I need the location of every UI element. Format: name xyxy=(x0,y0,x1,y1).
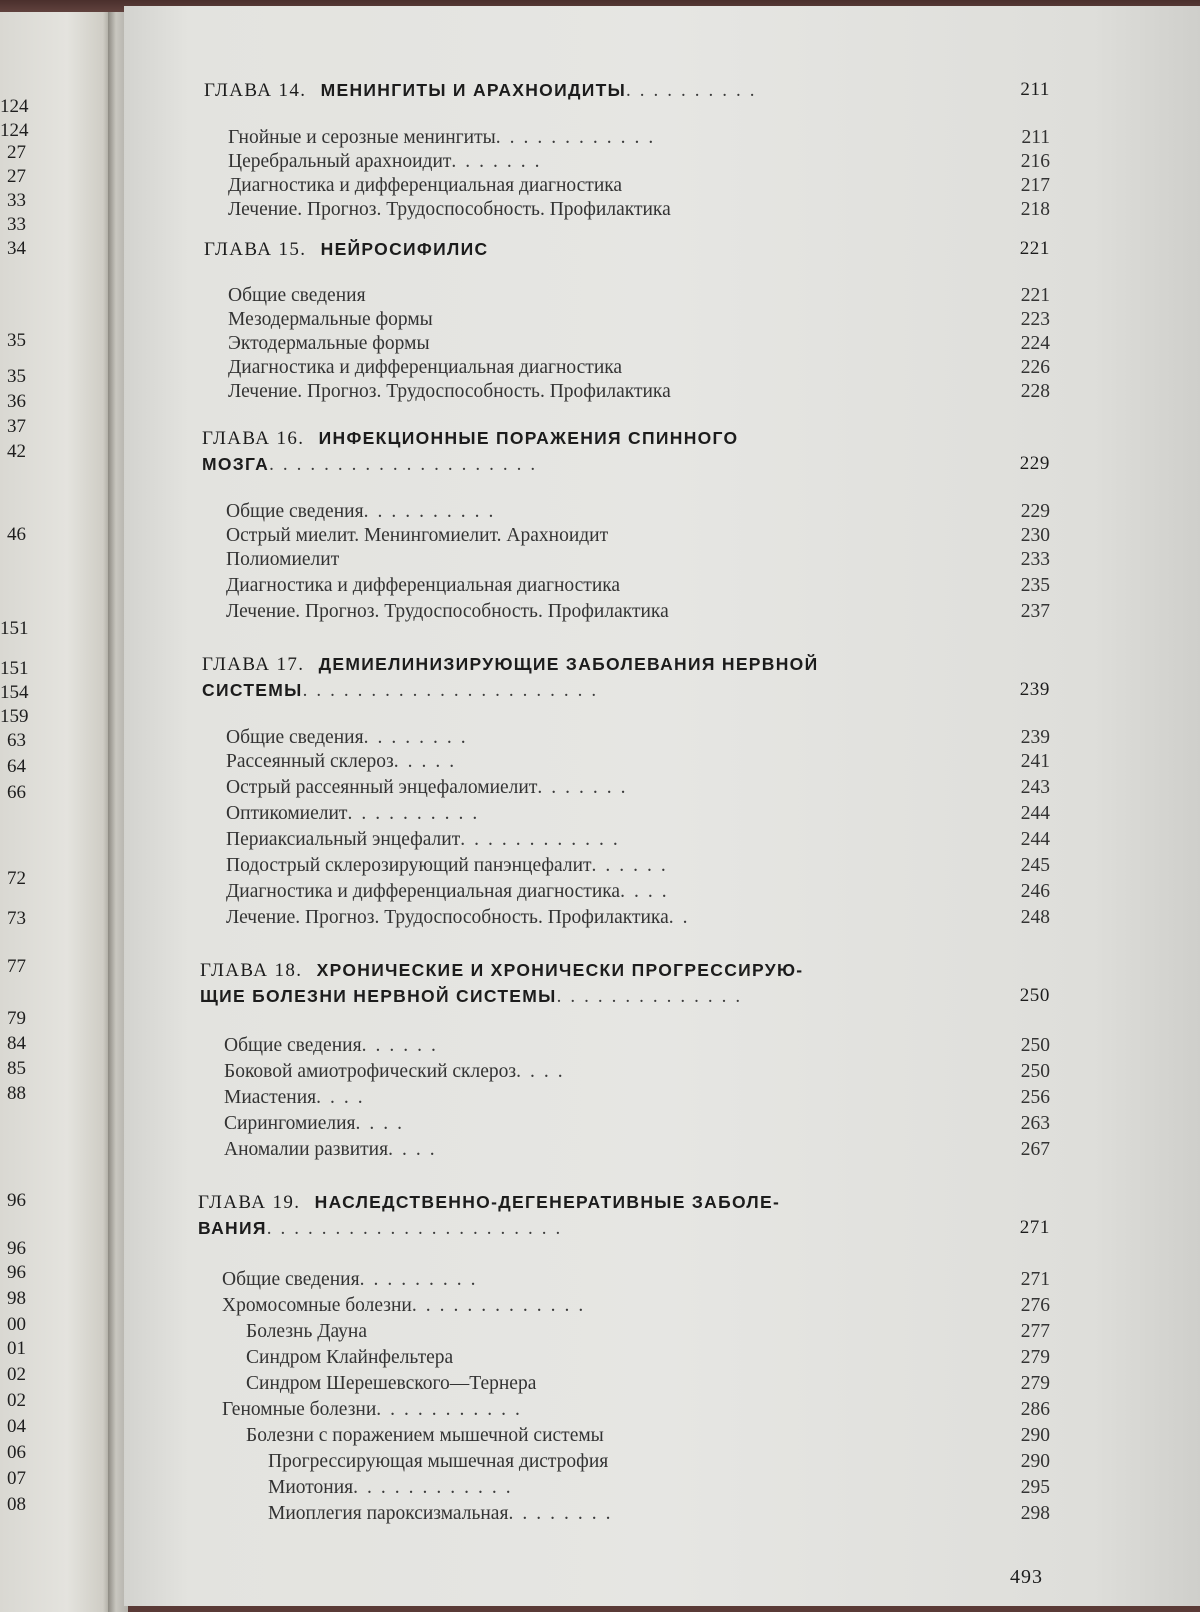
toc-entry-title: Сирингомиелия xyxy=(224,1113,356,1134)
toc-page-number: 250 xyxy=(1020,1035,1050,1056)
chapter-title: ХРОНИЧЕСКИЕ И ХРОНИЧЕСКИ ПРОГРЕССИРУЮ- xyxy=(310,960,804,980)
left-page-number: 01 xyxy=(7,1338,26,1359)
left-page-number: 35 xyxy=(7,330,26,351)
leader-dots: .... xyxy=(516,1061,572,1082)
chapter-title: МЕНИНГИТЫ И АРАХНОИДИТЫ xyxy=(314,80,627,100)
toc-entry xyxy=(226,776,1060,800)
left-page-number: 72 xyxy=(7,868,26,889)
left-page-number: 02 xyxy=(7,1364,26,1385)
chapter-heading xyxy=(202,652,1060,676)
toc-entry-title: Диагностика и дифференциальная диагностика xyxy=(228,357,623,378)
toc-entry-title: Полиомиелит xyxy=(226,549,340,570)
toc-page-number: 295 xyxy=(1020,1477,1050,1498)
toc-page-number: 271 xyxy=(1019,1217,1050,1238)
chapter-heading xyxy=(200,958,1060,982)
toc-page-number: 277 xyxy=(1020,1321,1050,1342)
toc-entry xyxy=(226,500,1060,524)
chapter-title-continued: СИСТЕМЫ xyxy=(202,680,303,700)
toc-entry xyxy=(226,726,1060,750)
toc-entry xyxy=(226,854,1060,878)
toc-entry-title: Болезни с поражением мышечной системы xyxy=(246,1425,604,1446)
toc-page-number: 221 xyxy=(1020,285,1050,306)
chapter-title-continued: ВАНИЯ xyxy=(198,1218,267,1238)
toc-page-number: 250 xyxy=(1019,985,1050,1006)
toc-page-number: 248 xyxy=(1020,907,1050,928)
left-page-number: 159 xyxy=(0,706,29,727)
toc-entry xyxy=(228,284,1060,308)
toc-entry xyxy=(224,1112,1060,1136)
toc-entry-title: Хромосомные болезни xyxy=(222,1295,412,1316)
chapter-label: ГЛАВА 19. xyxy=(198,1192,301,1213)
toc-entry xyxy=(246,1372,1060,1396)
left-page-number: 35 xyxy=(7,366,26,387)
toc-page-number: 276 xyxy=(1020,1295,1050,1316)
toc-entry-title: Аномалии развития xyxy=(224,1139,389,1160)
toc-page-number: 256 xyxy=(1020,1087,1050,1108)
left-page-number: 88 xyxy=(7,1083,26,1104)
toc-entry-title: Лечение. Прогноз. Трудоспособность. Профилактика xyxy=(228,199,671,220)
toc-entry xyxy=(224,1060,1060,1084)
chapter-heading-continued xyxy=(198,1216,1060,1240)
left-page-number: 77 xyxy=(7,956,26,977)
leader-dots: .......... xyxy=(347,803,487,824)
toc-entry xyxy=(268,1450,1060,1474)
leader-dots: .. xyxy=(668,907,697,928)
leader-dots: .... xyxy=(355,1113,412,1134)
toc-entry-title: Геномные болезни xyxy=(222,1399,377,1420)
chapter-label: ГЛАВА 16. xyxy=(202,428,305,449)
toc-entry xyxy=(228,150,1060,174)
leader-dots: ........ xyxy=(508,1503,620,1524)
leader-dots: ..... xyxy=(393,751,464,772)
left-page-number: 33 xyxy=(7,190,26,211)
toc-page-number: 239 xyxy=(1020,727,1050,748)
chapter-title-continued: МОЗГА xyxy=(202,454,270,474)
leader-dots: .... xyxy=(388,1139,444,1160)
toc-page-number: 263 xyxy=(1020,1113,1050,1134)
toc-page-number: 279 xyxy=(1020,1373,1050,1394)
chapter-title-continued: ЩИЕ БОЛЕЗНИ НЕРВНОЙ СИСТЕМЫ xyxy=(200,986,557,1006)
toc-page-number: 245 xyxy=(1020,855,1050,876)
left-page-number: 33 xyxy=(7,214,26,235)
toc-entry-title: Общие сведения xyxy=(222,1269,360,1290)
chapter-label: ГЛАВА 18. xyxy=(200,960,303,981)
toc-entry-title: Миотония xyxy=(268,1477,354,1498)
left-page-number: 96 xyxy=(7,1190,26,1211)
chapter-heading xyxy=(198,1190,1060,1214)
toc-entry xyxy=(224,1034,1060,1058)
toc-entry-title: Периаксиальный энцефалит xyxy=(226,829,461,850)
toc-entry-title: Подострый склерозирующий панэнцефалит xyxy=(226,855,592,876)
leader-dots: .... xyxy=(620,881,676,902)
leader-dots: ............ xyxy=(495,127,663,148)
toc-entry xyxy=(226,750,1060,774)
toc-entry xyxy=(226,600,1060,624)
toc-entry xyxy=(222,1398,1060,1422)
chapter-label: ГЛАВА 17. xyxy=(202,654,305,675)
toc-entry-title: Диагностика и дифференциальная диагностика xyxy=(226,881,621,902)
toc-entry xyxy=(228,174,1060,198)
toc-entry xyxy=(226,828,1060,852)
left-page-number: 124 xyxy=(0,96,29,117)
toc-page-number: 226 xyxy=(1020,357,1050,378)
left-page-number: 96 xyxy=(7,1238,26,1259)
left-page-number: 27 xyxy=(7,166,26,187)
left-page-number: 34 xyxy=(7,238,26,259)
chapter-title: НЕЙРОСИФИЛИС xyxy=(314,239,489,259)
chapter-title: НАСЛЕДСТВЕННО-ДЕГЕНЕРАТИВНЫЕ ЗАБОЛЕ- xyxy=(308,1192,781,1212)
toc-entry xyxy=(226,802,1060,826)
leader-dots: ........... xyxy=(376,1399,529,1420)
left-page-number: 02 xyxy=(7,1390,26,1411)
toc-entry-title: Оптикомиелит xyxy=(226,803,348,824)
left-page-number: 63 xyxy=(7,730,26,751)
left-page-number: 151 xyxy=(0,618,29,639)
toc-entry xyxy=(228,356,1060,380)
left-page-number: 79 xyxy=(7,1008,26,1029)
toc-page-number: 233 xyxy=(1020,549,1050,570)
toc-entry xyxy=(268,1502,1060,1526)
toc-entry-title: Общие сведения xyxy=(224,1035,362,1056)
chapter-heading xyxy=(204,78,1060,102)
leader-dots: .......... xyxy=(363,501,503,522)
toc-entry xyxy=(222,1294,1060,1318)
chapter-heading xyxy=(202,426,1060,450)
toc-page-number: 229 xyxy=(1020,501,1050,522)
toc-page-number: 239 xyxy=(1019,679,1050,700)
toc-page-number: 271 xyxy=(1020,1269,1050,1290)
leader-dots: ............ xyxy=(353,1477,520,1498)
toc-entry-title: Рассеянный склероз xyxy=(226,751,394,772)
toc-entry xyxy=(246,1424,1060,1448)
left-page-number: 96 xyxy=(7,1262,26,1283)
left-page-number: 73 xyxy=(7,908,26,929)
leader-dots: ............. xyxy=(411,1295,593,1316)
toc-entry-title: Боковой амиотрофический склероз xyxy=(224,1061,517,1082)
toc-entry-title: Церебральный арахноидит xyxy=(228,151,452,172)
left-page-number: 64 xyxy=(7,756,26,777)
leader-dots: .............. xyxy=(556,986,750,1007)
leader-dots: .......... xyxy=(626,80,764,101)
toc-page-number: 216 xyxy=(1020,151,1050,172)
toc-entry xyxy=(222,1268,1060,1292)
chapter-heading-continued xyxy=(200,984,1060,1008)
page-number: 493 xyxy=(1010,1566,1043,1588)
toc-entry-title: Лечение. Прогноз. Трудоспособность. Профилактика xyxy=(228,381,671,402)
toc-page-number: 246 xyxy=(1020,881,1050,902)
leader-dots: .................... xyxy=(269,454,545,475)
toc-entry xyxy=(228,308,1060,332)
toc-entry-title: Диагностика и дифференциальная диагностика xyxy=(226,575,621,596)
toc-page-number: 267 xyxy=(1020,1139,1050,1160)
toc-entry-title: Общие сведения xyxy=(226,727,364,748)
chapter-title: ДЕМИЕЛИНИЗИРУЮЩИЕ ЗАБОЛЕВАНИЯ НЕРВНОЙ xyxy=(312,654,819,674)
toc-entry xyxy=(224,1086,1060,1110)
toc-entry xyxy=(268,1476,1060,1500)
toc-entry-title: Эктодермальные формы xyxy=(228,333,430,354)
toc-page-number: 228 xyxy=(1020,381,1050,402)
toc-entry xyxy=(228,198,1060,222)
left-page-number: 66 xyxy=(7,782,26,803)
leader-dots: ...... xyxy=(361,1035,445,1056)
left-page-number: 98 xyxy=(7,1288,26,1309)
left-page-number: 151 xyxy=(0,658,29,679)
chapter-label: ГЛАВА 15. xyxy=(204,239,307,260)
leader-dots: ...................... xyxy=(302,680,606,701)
toc-page-number: 223 xyxy=(1020,309,1050,330)
chapter-title: ИНФЕКЦИОННЫЕ ПОРАЖЕНИЯ СПИННОГО xyxy=(312,428,739,448)
toc-page-number: 235 xyxy=(1020,575,1050,596)
leader-dots: ........ xyxy=(363,727,475,748)
left-page-number: 85 xyxy=(7,1058,26,1079)
toc-page-number: 211 xyxy=(1021,127,1050,148)
leader-dots: ....... xyxy=(537,777,635,798)
toc-entry-title: Синдром Клайнфельтера xyxy=(246,1347,454,1368)
toc-page-number: 244 xyxy=(1020,803,1050,824)
toc-entry-title: Общие сведения xyxy=(228,285,366,306)
toc-entry xyxy=(226,548,1060,572)
toc-page-number: 279 xyxy=(1020,1347,1050,1368)
chapter-heading-continued xyxy=(202,452,1060,476)
left-page-number: 04 xyxy=(7,1416,26,1437)
toc-entry xyxy=(226,880,1060,904)
left-page-number: 42 xyxy=(7,441,26,462)
toc-entry-title: Острый миелит. Менингомиелит. Арахноидит xyxy=(226,525,609,546)
toc-entry xyxy=(226,574,1060,598)
toc-entry-title: Синдром Шерешевского—Тернера xyxy=(246,1373,537,1394)
left-page-number: 36 xyxy=(7,391,26,412)
toc-entry xyxy=(226,524,1060,548)
left-page-number: 00 xyxy=(7,1314,26,1335)
chapter-heading xyxy=(204,237,1060,261)
toc-entry-title: Болезнь Дауна xyxy=(246,1321,368,1342)
toc-page-number: 224 xyxy=(1020,333,1050,354)
toc-page-number: 237 xyxy=(1020,601,1050,622)
toc-entry xyxy=(228,126,1060,150)
left-page-number: 27 xyxy=(7,142,26,163)
left-page-number: 37 xyxy=(7,416,26,437)
toc-entry xyxy=(246,1346,1060,1370)
toc-page-number: 211 xyxy=(1020,79,1050,100)
left-page-number: 08 xyxy=(7,1494,26,1515)
toc-page-number: 229 xyxy=(1019,453,1050,474)
toc-page-number: 218 xyxy=(1020,199,1050,220)
toc-page-number: 243 xyxy=(1020,777,1050,798)
toc-entry xyxy=(224,1138,1060,1162)
toc-page-number: 298 xyxy=(1020,1503,1050,1524)
toc-entry-title: Лечение. Прогноз. Трудоспособность. Профилактика xyxy=(226,601,669,622)
toc-entry xyxy=(228,380,1060,404)
left-page-number: 154 xyxy=(0,682,29,703)
toc-page-number: 290 xyxy=(1020,1425,1050,1446)
toc-page-number: 290 xyxy=(1020,1451,1050,1472)
leader-dots: ......... xyxy=(359,1269,485,1290)
toc-entry xyxy=(246,1320,1060,1344)
left-page-number: 07 xyxy=(7,1468,26,1489)
left-page-number: 46 xyxy=(7,524,26,545)
left-page-number: 124 xyxy=(0,120,29,141)
toc-page-number: 244 xyxy=(1020,829,1050,850)
toc-entry-title: Миастения xyxy=(224,1087,317,1108)
leader-dots: ...... xyxy=(591,855,675,876)
toc-entry-title: Лечение. Прогноз. Трудоспособность. Профилактика xyxy=(226,907,669,928)
toc-page-number: 250 xyxy=(1020,1061,1050,1082)
toc-entry-title: Прогрессирующая мышечная дистрофия xyxy=(268,1451,609,1472)
toc-entry-title: Миоплегия пароксизмальная xyxy=(268,1503,509,1524)
leader-dots: ....... xyxy=(451,151,549,172)
toc-page-number: 286 xyxy=(1020,1399,1050,1420)
leader-dots: ...................... xyxy=(266,1218,570,1239)
toc-page-number: 241 xyxy=(1020,751,1050,772)
leader-dots: .... xyxy=(316,1087,372,1108)
toc-entry-title: Мезодермальные формы xyxy=(228,309,433,330)
toc-entry-title: Острый рассеянный энцефаломиелит xyxy=(226,777,538,798)
toc-entry-title: Общие сведения xyxy=(226,501,364,522)
toc-entry xyxy=(226,906,1060,930)
toc-page-number: 217 xyxy=(1020,175,1050,196)
left-page-number: 84 xyxy=(7,1033,26,1054)
leader-dots: ............ xyxy=(460,829,627,850)
left-page-number: 06 xyxy=(7,1442,26,1463)
chapter-label: ГЛАВА 14. xyxy=(204,80,307,101)
toc-entry-title: Гнойные и серозные менингиты xyxy=(228,127,496,148)
toc-page-number: 230 xyxy=(1020,525,1050,546)
chapter-heading-continued xyxy=(202,678,1060,702)
toc-entry-title: Диагностика и дифференциальная диагностика xyxy=(228,175,623,196)
toc-page-number: 221 xyxy=(1019,238,1050,259)
toc-entry xyxy=(228,332,1060,356)
